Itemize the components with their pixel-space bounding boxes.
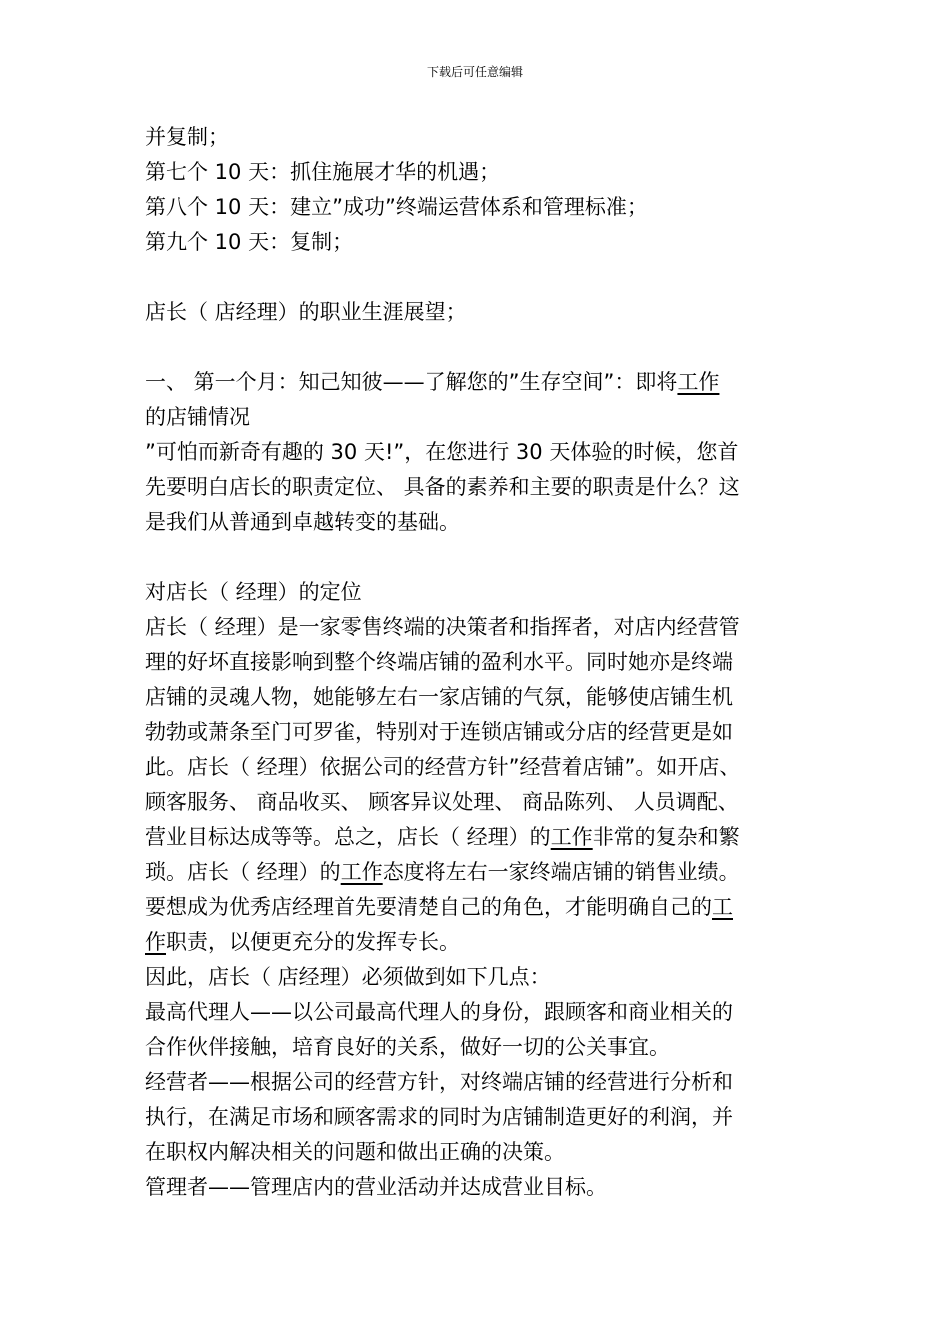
text-line xyxy=(145,645,809,680)
paragraph xyxy=(145,120,809,260)
underlined-term: 作 xyxy=(145,930,166,954)
text-segment: 是我们从普通到卓越转变的基础。 xyxy=(145,510,460,534)
text-segment: 此。店长（ 经理）依据公司的经营方针”经营着店铺”。如开店、 xyxy=(145,755,741,779)
text-line xyxy=(145,785,809,820)
text-segment: 店长（ 店经理）的职业生涯展望； xyxy=(145,300,467,324)
text-line xyxy=(145,1135,809,1170)
text-line xyxy=(145,960,809,995)
text-segment: 顾客服务、 商品收买、 顾客异议处理、 商品陈列、 人员调配、 xyxy=(145,790,739,814)
text-segment: 非常的复杂和繁 xyxy=(592,825,740,849)
paragraph xyxy=(145,365,809,540)
text-segment: 的店铺情况 xyxy=(145,405,250,429)
paragraph xyxy=(145,575,809,1205)
text-line xyxy=(145,1065,809,1100)
text-segment: ”可怕而新奇有趣的 30 天!”，在您进行 30 天体验的时候，您首 xyxy=(145,440,739,464)
text-line xyxy=(145,610,809,645)
text-line xyxy=(145,890,809,925)
text-segment: 店铺的灵魂人物，她能够左右一家店铺的气氛，能够使店铺生机 xyxy=(145,685,733,709)
text-line xyxy=(145,820,809,855)
text-segment: 理的好坏直接影响到整个终端店铺的盈利水平。同时她亦是终端 xyxy=(145,650,733,674)
text-line xyxy=(145,225,809,260)
text-segment: 一、 第一个月：知己知彼——了解您的”生存空间”：即将 xyxy=(145,370,678,394)
underlined-term: 工作 xyxy=(340,860,383,884)
text-segment: 对店长（ 经理）的定位 xyxy=(145,580,362,604)
text-line xyxy=(145,715,809,750)
text-segment: 态度将左右一家终端店铺的销售业绩。 xyxy=(382,860,740,884)
text-line xyxy=(145,575,809,610)
text-line xyxy=(145,1170,809,1205)
text-segment: 在职权内解决相关的问题和做出正确的决策。 xyxy=(145,1140,565,1164)
text-line xyxy=(145,925,809,960)
text-line xyxy=(145,435,809,470)
paragraph-gap xyxy=(145,330,809,365)
text-segment: 先要明白店长的职责定位、 具备的素养和主要的职责是什么？这 xyxy=(145,475,740,499)
text-line xyxy=(145,505,809,540)
underlined-term: 工 xyxy=(712,895,733,919)
text-line xyxy=(145,120,809,155)
text-segment: 并复制； xyxy=(145,125,229,149)
text-segment: 第七个 10 天：抓住施展才华的机遇； xyxy=(145,160,501,184)
text-segment: 合作伙伴接触，培育良好的关系，做好一切的公关事宜。 xyxy=(145,1035,670,1059)
text-segment: 最高代理人——以公司最高代理人的身份，跟顾客和商业相关的 xyxy=(145,1000,733,1024)
text-segment: 管理者——管理店内的营业活动并达成营业目标。 xyxy=(145,1175,607,1199)
text-segment: 琐。店长（ 经理）的 xyxy=(145,860,341,884)
text-segment: 因此，店长（ 店经理）必须做到如下几点： xyxy=(145,965,551,989)
text-segment: 职责，以便更充分的发挥专长。 xyxy=(166,930,460,954)
text-segment: 店长（ 经理）是一家零售终端的决策者和指挥者，对店内经营管 xyxy=(145,615,740,639)
text-segment: 要想成为优秀店经理首先要清楚自己的角色，才能明确自己的 xyxy=(145,895,712,919)
text-segment: 执行，在满足市场和顾客需求的同时为店铺制造更好的利润，并 xyxy=(145,1105,733,1129)
paragraph-gap xyxy=(145,540,809,575)
text-segment: 勃勃或萧条至门可罗雀，特别对于连锁店铺或分店的经营更是如 xyxy=(145,720,733,744)
text-line xyxy=(145,680,809,715)
text-line xyxy=(145,190,809,225)
page-header: 下载后可任意编辑 xyxy=(426,65,523,79)
underlined-term: 工作 xyxy=(550,825,593,849)
text-line xyxy=(145,155,809,190)
paragraph-gap xyxy=(145,260,809,295)
text-line xyxy=(145,1030,809,1065)
underlined-term: 工作 xyxy=(677,370,720,394)
text-line xyxy=(145,365,809,400)
text-segment: 第九个 10 天：复制； xyxy=(145,230,354,254)
text-segment: 第八个 10 天：建立”成功”终端运营体系和管理标准； xyxy=(145,195,648,219)
text-line xyxy=(145,995,809,1030)
text-line xyxy=(145,855,809,890)
text-line xyxy=(145,400,809,435)
text-segment: 经营者——根据公司的经营方针，对终端店铺的经营进行分析和 xyxy=(145,1070,733,1094)
paragraph xyxy=(145,295,809,330)
text-segment: 营业目标达成等等。总之，店长（ 经理）的 xyxy=(145,825,551,849)
text-line xyxy=(145,295,809,330)
text-line xyxy=(145,470,809,505)
document-body xyxy=(145,120,809,1205)
text-line xyxy=(145,750,809,785)
text-line xyxy=(145,1100,809,1135)
